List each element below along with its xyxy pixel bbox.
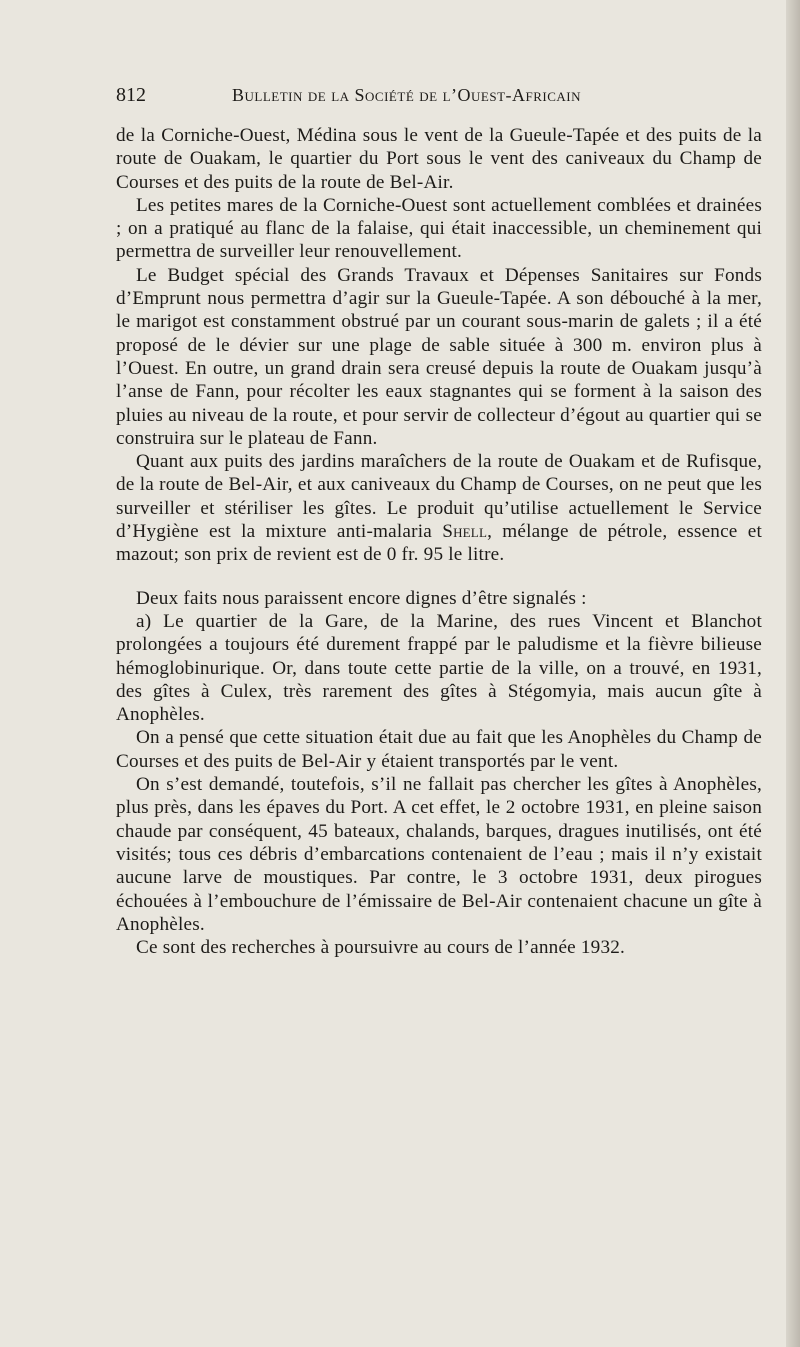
paragraph-text: , mélange de pétrole, essence et mazout; son prix de revient est de 0 fr. 95 le litre. [116, 521, 762, 566]
paragraph-puits-jardins [116, 450, 762, 566]
page-edge [786, 0, 800, 1347]
running-header [116, 84, 762, 114]
paragraph-quartier-gare: a) Le quartier de la Gare, de la Marine, des rues Vincent et Blanchot prolongées a toujours été durement frappé par le paludisme et la fièvre bilieuse hémoglobinurique. Or, dans toute cette partie de la ville, on a trouvé, en 1931, des gîtes à Culex, très rarement des gîtes à Stégomyia, mais aucun gîte à Anophèles. [116, 610, 762, 726]
paragraph-continuation: de la Corniche-Ouest, Médina sous le vent de la Gueule-Tapée et des puits de la route de Ouakam, le quartier du Port sous le vent des caniveaux du Champ de Courses et des puits de la route de Bel-Air. [116, 125, 762, 193]
paragraph-budget-special: Le Budget spécial des Grands Travaux et Dépenses Sanitaires sur Fonds d’Emprunt nous permettra d’agir sur la Gueule-Tapée. A son débouché à la mer, le marigot est constamment obstrué par un courant sous-marin de galets ; il a été proposé de le dévier sur une plage de sable située à 300 m. environ plus à l’Ouest. En outre, un grand drain sera creusé depuis la route de Ouakam jusqu’à l’anse de Fann, pour récolter les eaux stagnantes qui se forment à la saison des pluies au niveau de la route, et pour servir de collecteur d’égout au quartier qui se construira sur le plateau de Fann. [116, 264, 762, 449]
paragraph-situation-vent: On a pensé que cette situation était due au fait que les Anophèles du Champ de Courses et des puits de Bel-Air y étaient transportés par le vent. [116, 727, 762, 772]
page-number: 812 [116, 84, 146, 106]
paragraph-text: Quant aux puits des jardins maraîchers de la route de Ouakam et de Rufisque, de la route de Bel-Air, et aux caniveaux du Champ de Courses, on ne peut que les surveiller et stériliser les gîtes. Le produit qu’utilise actuellement le Service d’Hygiène est la mixture anti-malaria [116, 451, 762, 543]
paragraph-conclusion: Ce sont des recherches à poursuivre au cours de l’année 1932. [136, 937, 626, 959]
paragraph-gap [116, 567, 762, 587]
paragraph-corniche-ouest: Les petites mares de la Corniche-Ouest sont actuellement comblées et drainées ; on a pratiqué au flanc de la falaise, qui était inaccessible, un cheminement qui permettra de surveiller leur renouvellement. [116, 194, 762, 263]
article-body [116, 124, 762, 959]
paragraph-deux-faits: Deux faits nous paraissent encore dignes d’être signalés : [136, 587, 587, 609]
brand-name: Shell [442, 521, 488, 543]
running-title: Bulletin de la Société de l’Ouest-Africain [232, 85, 582, 105]
paragraph-epaves-port: On s’est demandé, toutefois, s’il ne fallait pas chercher les gîtes à Anophèles, plus près, dans les épaves du Port. A cet effet, le 2 octobre 1931, en pleine saison chaude par conséquent, 45 bateaux, chalands, barques, dragues inutilisés, ont été visités; tous ces débris d’embarcations contenaient de l’eau ; mais il n’y existait aucune larve de moustiques. Par contre, le 3 octobre 1931, deux pirogues échouées à l’embouchure de l’émissaire de Bel-Air contenaient chacune un gîte à Anophèles. [116, 774, 762, 935]
